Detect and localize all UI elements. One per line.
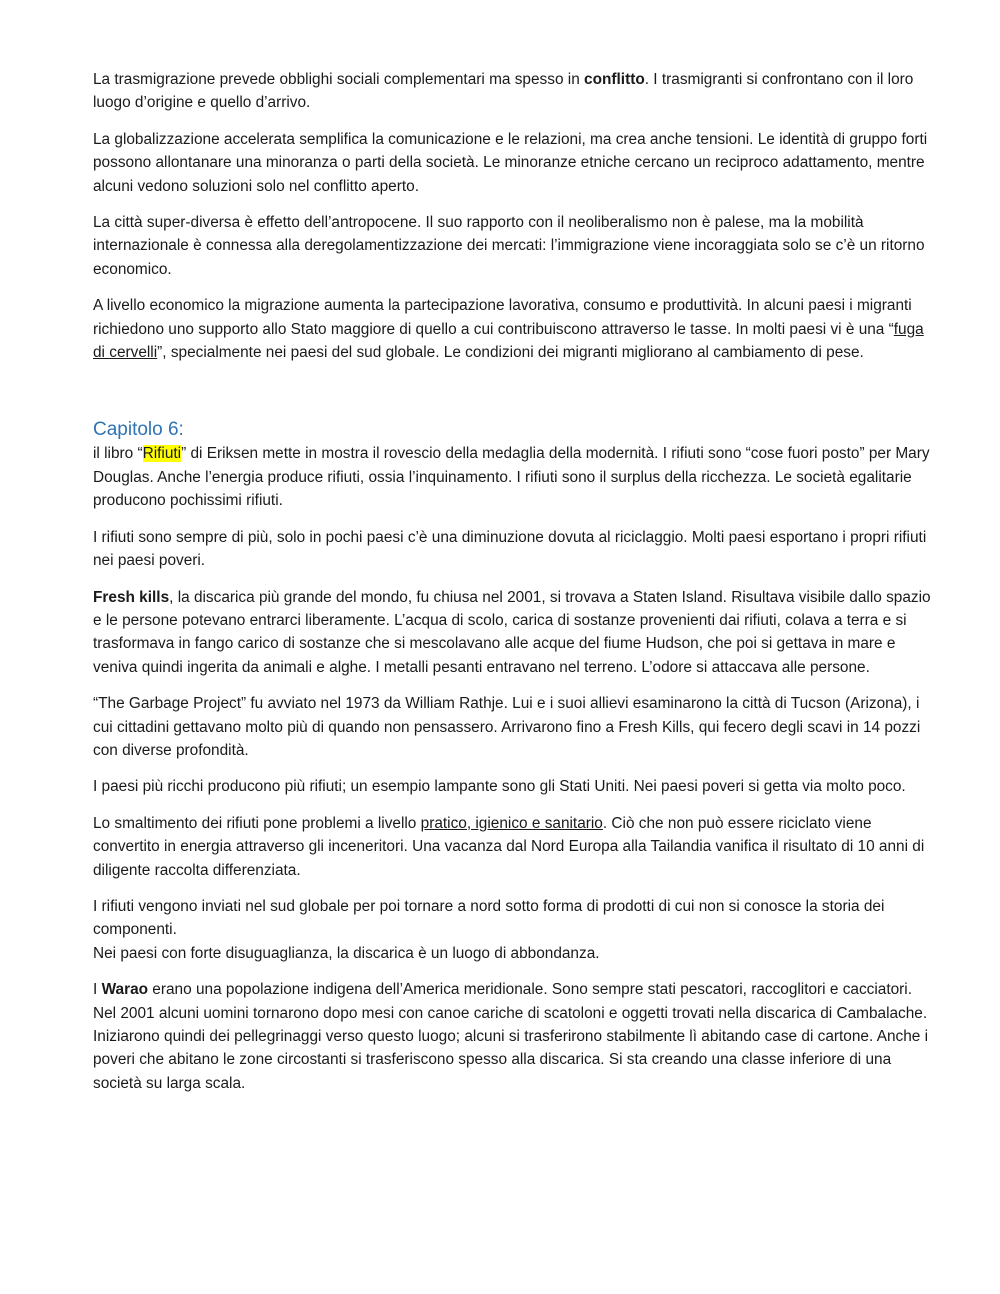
paragraph-globalizzazione: La globalizzazione accelerata semplifica la comunicazione e le relazioni, ma crea anche tensioni. Le identità di gruppo forti possono allontanare una minoranza o parti della società. Le minoranze etniche cercano un reciproco adattamento, mentre alcuni vedono soluzioni solo nel conflitto aperto. bbox=[93, 130, 928, 195]
paragraph-citta-super-diversa: La città super-diversa è effetto dell’antropocene. Il suo rapporto con il neoliberalismo non è palese, ma la mobilità internazionale è connessa alla deregolamentizzazione dei mercati: l’immigrazione viene incoraggiata solo se c’è un ritorno economico. bbox=[93, 214, 925, 278]
highlighted-term: Rifiuti bbox=[142, 445, 182, 463]
underlined-term: pratico, igienico e sanitario bbox=[420, 814, 603, 832]
paragraph-smaltimento: Lo smaltimento dei rifiuti pone problemi a livello pratico, igienico e sanitario. Ciò che non può essere riciclato viene convertito in energia attraverso gli inceneritori. Una vacanza dal Nord Europa alla Tailandia vanifica il risultato di 10 anni di diligente raccolta differenziata. bbox=[93, 814, 925, 879]
paragraph-rifiuti-intro: il libro “Rifiuti” di Eriksen mette in mostra il rovescio della medaglia della modernità. I rifiuti sono “cose fuori posto” per Mary Douglas. Anche l’energia produce rifiuti, ossia l’inquinamento. I rifiuti sono il surplus della ricchezza. Le società egalitarie producono pochissimi rifiuti. bbox=[93, 445, 930, 510]
paragraph-paesi-ricchi: I paesi più ricchi producono più rifiuti; un esempio lampante sono gli Stati Uniti. Nei paesi poveri si getta via molto poco. bbox=[93, 778, 906, 796]
document-page bbox=[93, 68, 933, 1108]
paragraph-disuguaglianza: Nei paesi con forte disuguaglianza, la discarica è un luogo di abbondanza. bbox=[93, 944, 600, 962]
paragraph-garbage-project: “The Garbage Project” fu avviato nel 1973 da William Rathje. Lui e i suoi allievi esaminarono la città di Tucson (Arizona), i cui cittadini gettavano molto più di quando non pensassero. Arrivarono fino a Fresh Kills, qui fecero degli scavi in 14 pozzi con diverse profondità. bbox=[93, 695, 921, 759]
bold-term: conflitto bbox=[584, 71, 645, 88]
spacer bbox=[93, 377, 933, 417]
underlined-term: fuga di cervelli bbox=[93, 320, 924, 362]
paragraph-sud-globale: I rifiuti vengono inviati nel sud globale per poi tornare a nord sotto forma di prodotti di cui non si conosce la storia dei componenti. bbox=[93, 897, 885, 939]
paragraph-trasmigrazione: La trasmigrazione prevede obblighi sociali complementari ma spesso in conflitto. I trasmigranti si confrontano con il loro luogo d’origine e quello d’arrivo. bbox=[93, 71, 914, 112]
paragraph-fresh-kills: Fresh kills, la discarica più grande del mondo, fu chiusa nel 2001, si trovava a Staten Island. Risultava visibile dallo spazio e le persone potevano entrarci liberamente. L’acqua di scolo, carica di sostanze provenienti dai rifiuti, colava a terra e si trasformava in fango carico di sostanze che si mescolavano alle acque del fiume Hudson, che poi si gettava in mare e veniva quindi ingerita da animali e alghe. I metalli pesanti entravano nel terreno. L’odore si attaccava alle persone. bbox=[93, 588, 931, 676]
paragraph-riciclaggio: I rifiuti sono sempre di più, solo in pochi paesi c’è una diminuzione dovuta al riciclaggio. Molti paesi esportano i propri rifiuti nei paesi poveri. bbox=[93, 528, 927, 570]
bold-term: Warao bbox=[101, 981, 149, 999]
chapter-heading: Capitolo 6: bbox=[93, 419, 184, 441]
paragraph-warao: I Warao erano una popolazione indigena dell’America meridionale. Sono sempre stati pescatori, raccoglitori e cacciatori. Nel 2001 alcuni uomini tornarono dopo mesi con canoe cariche di scatoloni e oggetti trovati nella discarica di Cambalache. Iniziarono quindi dei pellegrinaggi verso questo luogo; alcuni si trasferirono stabilmente lì abitando case di cartone. Anche i poveri che abitano le zone circostanti si trasferiscono spesso alla discarica. Si sta creando una classe inferiore di una società su larga scala. bbox=[93, 981, 929, 1092]
paragraph-economia-migrazione: A livello economico la migrazione aumenta la partecipazione lavorativa, consumo e produttività. In alcuni paesi i migranti richiedono uno supporto allo Stato maggiore di quello a cui contribuiscono attraverso le tasse. In molti paesi vi è una “fuga di cervelli”, specialmente nei paesi del sud globale. Le condizioni dei migranti migliorano al cambiamento di pese. bbox=[93, 297, 924, 362]
bold-term: Fresh kills bbox=[93, 588, 170, 606]
